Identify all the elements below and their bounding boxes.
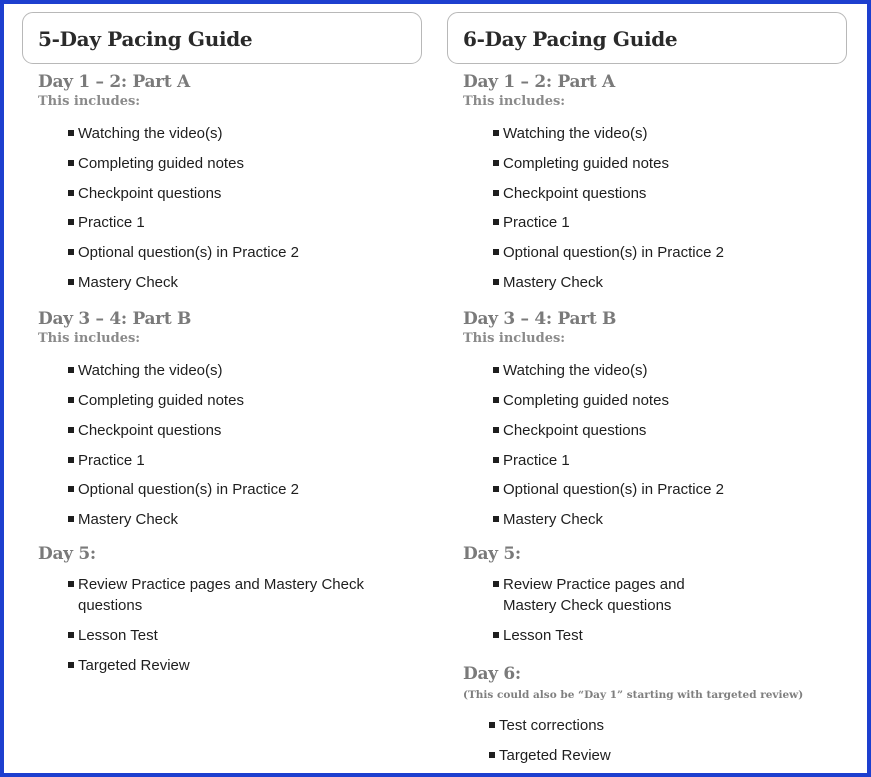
list-item [78,625,378,646]
list-item [78,153,378,174]
item-text: Test corrections [499,717,605,734]
bullet-icon [493,190,499,196]
list-item [503,509,803,530]
item-text: Review Practice pages and Mastery Check questions [78,576,364,614]
list-item [78,123,378,144]
list-item [78,450,378,471]
list-item [503,153,803,174]
list-item [503,272,803,293]
day-heading: Day 6: [463,664,521,684]
list-item [503,450,803,471]
item-text: Completing guided notes [503,155,669,172]
bullet-icon [493,130,499,136]
bullet-icon [68,516,74,522]
guide-header [22,12,422,64]
bullet-icon [68,662,74,668]
bullet-icon [493,486,499,492]
list-item [503,479,803,500]
item-text: Completing guided notes [78,155,244,172]
list-item [503,183,803,204]
bullet-icon [68,160,74,166]
day-heading: Day 1 – 2: Part A [463,72,615,92]
item-text: Completing guided notes [503,392,669,409]
list-item [78,272,378,293]
bullet-icon [489,722,495,728]
bullet-icon [493,367,499,373]
list-item [503,390,803,411]
item-text: Checkpoint questions [78,422,222,439]
bullet-icon [68,130,74,136]
bullet-icon [68,397,74,403]
list-item [499,745,799,766]
bullet-icon [493,632,499,638]
day-heading: Day 5: [463,544,521,564]
list-item [78,390,378,411]
day-heading: Day 3 – 4: Part B [38,309,192,329]
item-text: Targeted Review [499,747,611,764]
list-item [78,509,378,530]
item-text: Lesson Test [503,627,583,644]
bullet-icon [68,457,74,463]
bullet-icon [493,427,499,433]
list-item [78,360,378,381]
includes-label: This includes: [463,94,566,109]
guide-title: 5-Day Pacing Guide [38,27,253,51]
item-text: Mastery Check [78,274,179,291]
list-item [503,625,803,646]
item-text: Optional question(s) in Practice 2 [503,244,724,261]
bullet-icon [493,516,499,522]
day-note: (This could also be “Day 1” starting with targeted review) [463,689,804,701]
item-text: Optional question(s) in Practice 2 [78,481,299,498]
list-item [78,212,378,233]
bullet-icon [68,190,74,196]
bullet-icon [68,249,74,255]
item-text: Review Practice pages and Mastery Check questions [503,576,685,614]
list-item [503,212,803,233]
item-text: Checkpoint questions [503,422,647,439]
item-text: Practice 1 [78,452,145,469]
item-text: Watching the video(s) [503,125,648,142]
list-item [78,242,378,263]
item-text: Checkpoint questions [78,185,222,202]
list-item [78,420,378,441]
bullet-icon [489,752,495,758]
day-heading: Day 1 – 2: Part A [38,72,190,92]
bullet-icon [68,219,74,225]
item-text: Practice 1 [503,452,570,469]
list-item [503,574,733,616]
day-heading: Day 5: [38,544,96,564]
bullet-icon [68,427,74,433]
bullet-icon [68,279,74,285]
bullet-icon [68,632,74,638]
item-text: Optional question(s) in Practice 2 [78,244,299,261]
item-text: Watching the video(s) [78,362,223,379]
includes-label: This includes: [38,331,141,346]
bullet-icon [493,397,499,403]
item-text: Watching the video(s) [78,125,223,142]
list-item [78,574,368,616]
item-text: Checkpoint questions [503,185,647,202]
guide-header [447,12,847,64]
bullet-icon [493,249,499,255]
list-item [503,420,803,441]
day-heading: Day 3 – 4: Part B [463,309,617,329]
item-text: Practice 1 [78,214,145,231]
list-item [78,479,378,500]
bullet-icon [493,581,499,587]
item-text: Lesson Test [78,627,158,644]
item-text: Practice 1 [503,214,570,231]
bullet-icon [493,160,499,166]
guide-title: 6-Day Pacing Guide [463,27,678,51]
list-item [503,123,803,144]
bullet-icon [493,219,499,225]
item-text: Optional question(s) in Practice 2 [503,481,724,498]
bullet-icon [493,279,499,285]
list-item [503,242,803,263]
list-item [78,183,378,204]
item-text: Mastery Check [503,511,604,528]
includes-label: This includes: [38,94,141,109]
list-item [78,655,378,676]
bullet-icon [68,367,74,373]
item-text: Mastery Check [78,511,179,528]
list-item [499,715,799,736]
list-item [503,360,803,381]
item-text: Completing guided notes [78,392,244,409]
bullet-icon [493,457,499,463]
item-text: Watching the video(s) [503,362,648,379]
item-text: Mastery Check [503,274,604,291]
includes-label: This includes: [463,331,566,346]
item-text: Targeted Review [78,657,190,674]
bullet-icon [68,581,74,587]
bullet-icon [68,486,74,492]
